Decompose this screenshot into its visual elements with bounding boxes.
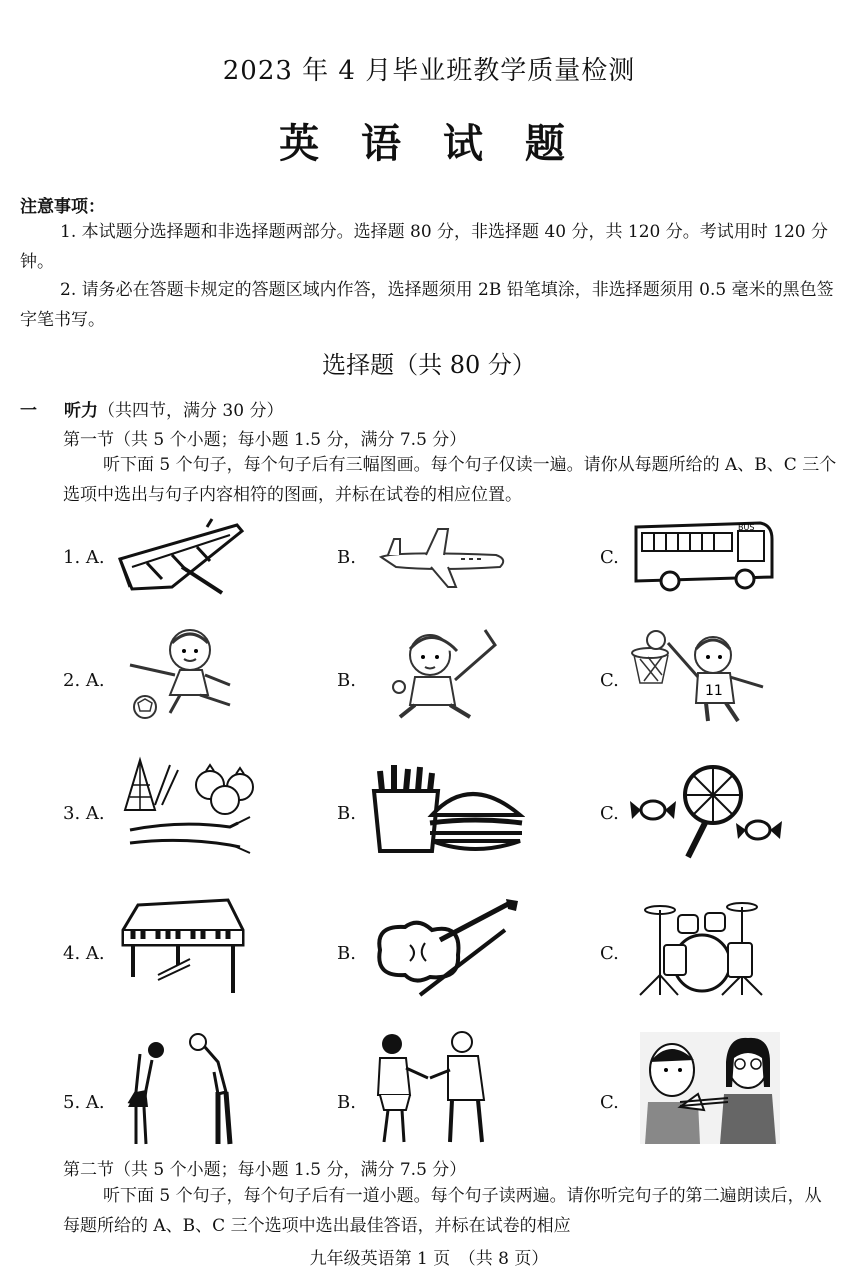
option-label: B. [337,803,356,824]
chopsticks-people-icon [640,1032,780,1144]
basketball-kid-icon [628,625,773,725]
option-label: C. [600,670,619,691]
piano-icon [118,895,248,995]
option-label: C. [600,943,619,964]
bus-sign-text: BUS [738,523,755,532]
drum-kit-icon [630,895,775,1000]
exam-main-title: 英 语 试 题 [279,120,579,167]
baseball-kid-icon [385,625,505,720]
fries-burger-icon [370,763,525,858]
option-label: B. [337,670,356,691]
subsection-1-instructions: 听下面 5 个句子，每个句子后有三幅图画。每个句子仅读一遍。请你从每题所给的 A、B、C 三个选项中选出与句子内容相符的图画，并标在试卷的相应位置。 [63,455,837,505]
option-label: C. [600,1092,619,1113]
violin-icon [370,895,525,1000]
option-label: C. [600,803,619,824]
rowboat-icon [112,517,247,595]
option-label: B. [337,1092,356,1113]
option-label: 2. A. [63,670,105,691]
option-label: 1. A. [63,547,105,568]
soccer-kid-icon [120,625,250,720]
vegetables-icon [120,755,270,860]
jersey-number: 11 [705,683,723,699]
airplane-icon [376,521,511,591]
option-label: 3. A. [63,803,105,824]
page-footer: 九年级英语第 1 页 （共 8 页） [309,1249,549,1269]
option-label: B. [337,943,356,964]
handshake-icon [370,1030,495,1145]
part-heading [20,396,283,421]
option-label: 4. A. [63,943,105,964]
notice-heading: 注意事项： [20,197,105,217]
option-label: 5. A. [63,1092,105,1113]
section-title: 选择题（共 80 分） [322,351,536,379]
option-label: C. [600,547,619,568]
candy-lollipop-icon [628,765,788,860]
option-label: B. [337,547,356,568]
subsection-2-title: 第二节（共 5 个小题；每小题 1.5 分，满分 7.5 分） [63,1160,467,1180]
subsection-1-title: 第一节（共 5 个小题；每小题 1.5 分，满分 7.5 分） [63,430,467,450]
bowing-people-icon [118,1032,248,1147]
notice-item-1: 1. 本试题分选择题和非选择题两部分。选择题 80 分，非选择题 40 分，共 120 分。考试用时 120 分钟。 [20,222,829,272]
bus-icon [630,519,775,593]
exam-top-title: 2023 年 4 月毕业班教学质量检测 [222,56,636,86]
part-description: （共四节，满分 30 分） [98,401,284,421]
part-name: 听力 [64,401,98,421]
subsection-2-instructions: 听下面 5 个句子，每个句子后有一道小题。每个句子读两遍。请你听完句子的第二遍朗读后，从每题所给的 A、B、C 三个选项中选出最佳答语，并标在试卷的相应 [63,1186,822,1236]
part-number: 一 [20,401,37,421]
notice-item-2: 2. 请务必在答题卡规定的答题区域内作答，选择题须用 2B 铅笔填涂，非选择题须用 0.5 毫米的黑色签字笔书写。 [20,280,834,330]
